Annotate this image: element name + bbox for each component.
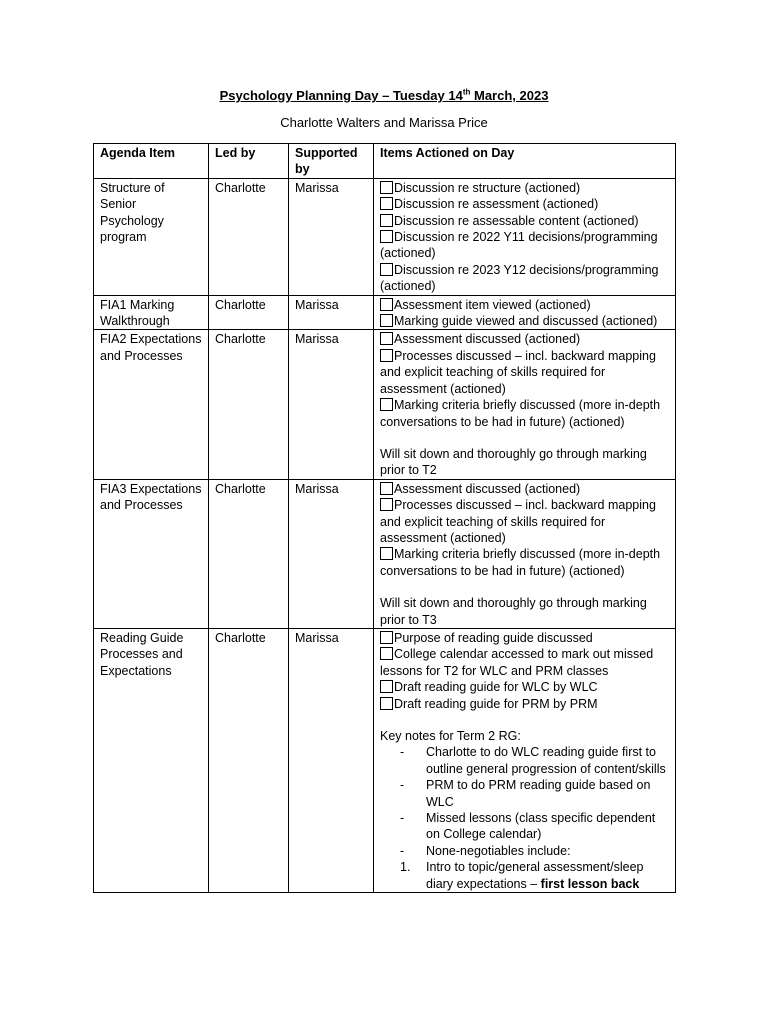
- agenda-cell: FIA1 Marking Walkthrough: [94, 295, 209, 330]
- supported-by-cell: Marissa: [289, 178, 374, 295]
- checkbox[interactable]: [380, 498, 393, 511]
- supported-by-cell: Marissa: [289, 628, 374, 892]
- action-item: Discussion re 2023 Y12 decisions/programming (actioned): [380, 262, 659, 294]
- items-cell: [374, 628, 676, 892]
- table-row: [94, 295, 676, 330]
- led-by-cell: Charlotte: [209, 479, 289, 628]
- header-items-actioned: Items Actioned on Day: [374, 144, 676, 179]
- agenda-cell: Structure of Senior Psychology program: [94, 178, 209, 295]
- action-item: College calendar accessed to mark out missed lessons for T2 for WLC and PRM classes: [380, 647, 654, 678]
- checkbox[interactable]: [380, 332, 393, 345]
- table-row: [94, 628, 676, 892]
- agenda-table: [93, 143, 676, 893]
- table-row: [94, 178, 676, 295]
- header-agenda-item: Agenda Item: [94, 144, 209, 179]
- checkbox[interactable]: [380, 680, 393, 693]
- table-row: [94, 330, 676, 479]
- header-supported-by: Supported by: [289, 144, 374, 179]
- agenda-cell: FIA2 Expectations and Processes: [94, 330, 209, 479]
- checkbox[interactable]: [380, 631, 393, 644]
- led-by-cell: Charlotte: [209, 628, 289, 892]
- list-item: 1. Intro to topic/general assessment/sleep diary expectations – first lesson back: [400, 860, 644, 891]
- checkbox[interactable]: [380, 314, 393, 327]
- checkbox[interactable]: [380, 298, 393, 311]
- agenda-cell: Reading Guide Processes and Expectations: [94, 628, 209, 892]
- supported-by-cell: Marissa: [289, 295, 374, 330]
- action-item: Discussion re assessable content (actioned): [380, 213, 669, 229]
- agenda-cell: FIA3 Expectations and Processes: [94, 479, 209, 628]
- note-text: Will sit down and thoroughly go through marking prior to T3: [380, 596, 647, 627]
- table-header-row: [94, 144, 676, 179]
- items-cell: [374, 330, 676, 479]
- action-item: Draft reading guide for PRM by PRM: [380, 696, 669, 712]
- action-item: Discussion re structure (actioned): [380, 180, 669, 196]
- action-item: Discussion re 2022 Y11 decisions/programming (actioned): [380, 230, 658, 261]
- header-led-by: Led by: [209, 144, 289, 179]
- led-by-cell: Charlotte: [209, 295, 289, 330]
- list-item: - PRM to do PRM reading guide based on WLC: [400, 778, 651, 809]
- checkbox[interactable]: [380, 547, 393, 560]
- action-item: Processes discussed – incl. backward mapping and explicit teaching of skills required for assessment (actioned): [380, 498, 656, 545]
- action-item: Marking criteria briefly discussed (more in-depth conversations to be had in future) (actioned): [380, 547, 661, 578]
- action-item: Assessment discussed (actioned): [380, 481, 669, 497]
- action-item: Marking criteria briefly discussed (more in-depth conversations to be had in future) (actioned): [380, 398, 661, 429]
- checkbox[interactable]: [380, 647, 393, 660]
- items-cell: [374, 295, 676, 330]
- supported-by-cell: Marissa: [289, 330, 374, 479]
- action-item: Assessment item viewed (actioned): [380, 297, 669, 313]
- action-item: Draft reading guide for WLC by WLC: [380, 679, 669, 695]
- action-item: Processes discussed – incl. backward mapping and explicit teaching of skills required for assessment (actioned): [380, 348, 656, 396]
- document-subtitle: Charlotte Walters and Marissa Price: [280, 115, 488, 130]
- led-by-cell: Charlotte: [209, 330, 289, 479]
- items-cell: [374, 479, 676, 628]
- items-cell: [374, 178, 676, 295]
- action-item: Purpose of reading guide discussed: [380, 630, 669, 646]
- checkbox[interactable]: [380, 398, 393, 411]
- checkbox[interactable]: [380, 482, 393, 495]
- key-notes-list: [380, 744, 669, 892]
- action-item: Marking guide viewed and discussed (actioned): [380, 313, 669, 329]
- checkbox[interactable]: [380, 230, 393, 243]
- key-notes-title: Key notes for Term 2 RG:: [380, 729, 521, 743]
- led-by-cell: Charlotte: [209, 178, 289, 295]
- checkbox[interactable]: [380, 197, 393, 210]
- supported-by-cell: Marissa: [289, 479, 374, 628]
- action-item: Discussion re assessment (actioned): [380, 196, 669, 212]
- checkbox[interactable]: [380, 214, 393, 227]
- checkbox[interactable]: [380, 263, 393, 276]
- list-item: - Charlotte to do WLC reading guide first to outline general progression of content/skills: [400, 745, 666, 776]
- document-title: Psychology Planning Day – Tuesday 14th March, 2023: [219, 88, 549, 104]
- list-item: - None-negotiables include:: [400, 843, 571, 858]
- note-text: Will sit down and thoroughly go through marking prior to T2: [380, 446, 647, 478]
- table-row: [94, 479, 676, 628]
- checkbox[interactable]: [380, 349, 393, 362]
- action-item: Assessment discussed (actioned): [380, 331, 669, 347]
- checkbox[interactable]: [380, 697, 393, 710]
- list-item: - Missed lessons (class specific dependent on College calendar): [400, 811, 656, 842]
- checkbox[interactable]: [380, 181, 393, 194]
